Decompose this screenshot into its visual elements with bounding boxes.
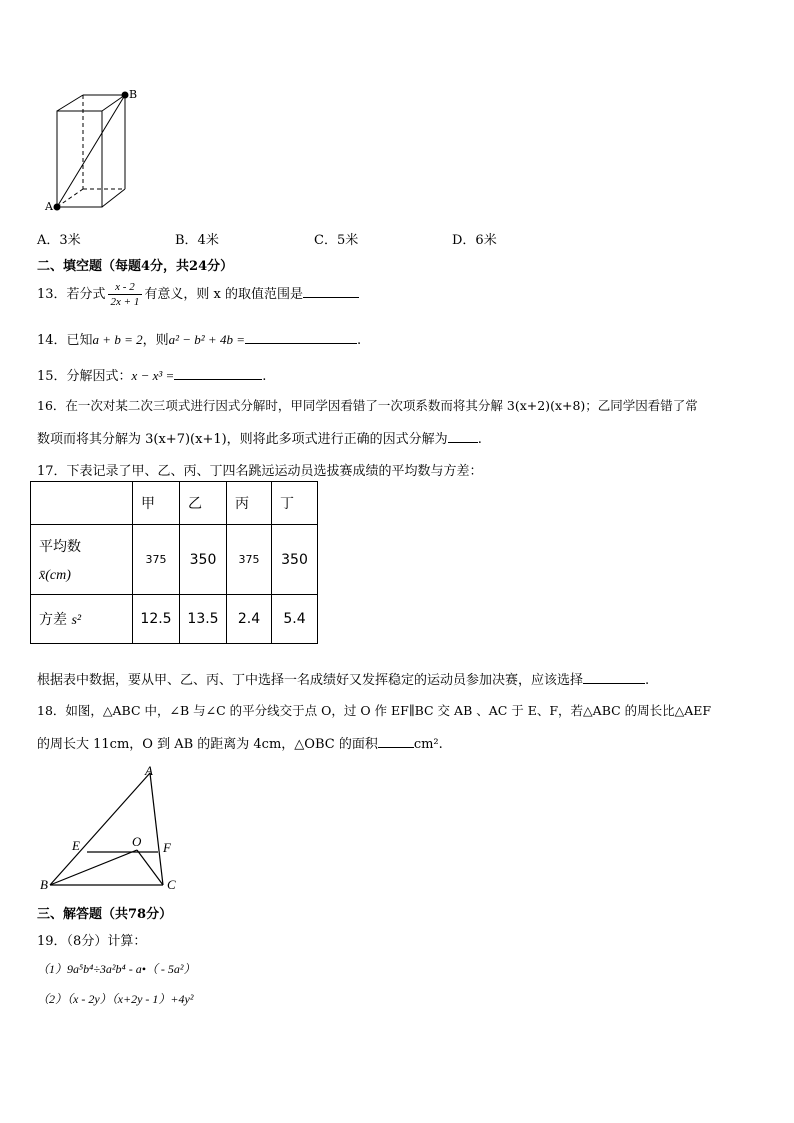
q12-option-a: A．3米 bbox=[37, 233, 81, 248]
table-cell: 5.4 bbox=[272, 595, 318, 644]
point-b bbox=[122, 92, 129, 99]
q17-conclusion-text: 根据表中数据，要从甲、乙、丙、丁中选择一名成绩好又发挥稳定的运动员参加决赛，应该选择 bbox=[37, 673, 584, 688]
mean-label: 平均数 bbox=[39, 538, 81, 555]
triangle-label-o: O bbox=[132, 834, 142, 849]
prism-figure bbox=[40, 84, 150, 218]
prism-label-a: A bbox=[45, 200, 53, 213]
q18-text: 的周长大 11cm，O 到 AB 的距离为 4cm，△OBC 的面积 bbox=[37, 737, 378, 752]
q19-part1: （1）9a⁵b⁴÷3a²b⁴ - a•（ - 5a²） bbox=[37, 962, 196, 976]
q14 bbox=[37, 329, 361, 348]
table-cell: 350 bbox=[180, 525, 227, 595]
q12-option-c: C．5米 bbox=[314, 233, 359, 248]
section3-title: 三、解答题（共78分） bbox=[37, 907, 173, 922]
q15 bbox=[37, 365, 266, 384]
table-cell: 375 bbox=[227, 525, 272, 595]
table-header-row bbox=[31, 482, 318, 525]
table-row-label bbox=[31, 525, 133, 595]
q16-text: 数项而将其分解为 3(x+7)(x+1)，则将此多项式进行正确的因式分解为 bbox=[37, 432, 448, 447]
q13-suffix: 有意义，则 x 的取值范围是 bbox=[144, 287, 303, 302]
q14-prefix: 14．已知 bbox=[37, 333, 93, 348]
q13-prefix: 13．若分式 bbox=[37, 287, 106, 302]
q16-answer-blank[interactable] bbox=[448, 429, 478, 443]
q19-title: 19．（8分）计算： bbox=[37, 934, 147, 949]
table-cell: 350 bbox=[272, 525, 318, 595]
table-cell: 375 bbox=[133, 525, 180, 595]
triangle-label-f: F bbox=[163, 840, 171, 855]
table-cell: 12.5 bbox=[133, 595, 180, 644]
q17-end: . bbox=[645, 673, 650, 688]
point-a bbox=[54, 204, 61, 211]
table-header-cell: 丁 bbox=[272, 482, 318, 525]
q18-unit: cm². bbox=[413, 737, 443, 752]
q14-end: . bbox=[356, 333, 362, 348]
q16-line1: 16．在一次对某二次三项式进行因式分解时，甲同学因看错了一次项系数而将其分解 3(x+2)(x+8)；乙同学因看错了常 bbox=[37, 398, 698, 413]
q12-option-b: B．4米 bbox=[175, 233, 219, 248]
q18-answer-blank[interactable] bbox=[378, 734, 414, 748]
table-row-label bbox=[31, 595, 133, 644]
q17-answer-blank[interactable] bbox=[583, 670, 645, 684]
table-row-mean bbox=[31, 525, 318, 595]
q17-intro: 17．下表记录了甲、乙、丙、丁四名跳远运动员选拔赛成绩的平均数与方差： bbox=[37, 464, 483, 479]
q15-end: . bbox=[262, 369, 267, 384]
table-cell: 2.4 bbox=[227, 595, 272, 644]
table-header-cell: 乙 bbox=[180, 482, 227, 525]
q13-denominator: 2x + 1 bbox=[110, 296, 140, 308]
q13-numerator: x - 2 bbox=[108, 280, 143, 295]
q15-expression: x − x³ = bbox=[131, 368, 175, 383]
table-header-cell: 甲 bbox=[133, 482, 180, 525]
q16-line2 bbox=[37, 428, 482, 447]
q17-conclusion bbox=[37, 669, 649, 688]
q14-expression: a² − b² + 4b = bbox=[168, 332, 245, 347]
q15-answer-blank[interactable] bbox=[174, 366, 262, 380]
q13-answer-blank[interactable] bbox=[303, 284, 359, 298]
q14-mid: ，则 bbox=[142, 333, 169, 348]
triangle-label-b: B bbox=[40, 877, 48, 892]
prism-label-b: B bbox=[129, 88, 138, 101]
q13 bbox=[37, 278, 359, 312]
variance-symbol: s² bbox=[71, 613, 82, 628]
table-cell: 13.5 bbox=[180, 595, 227, 644]
q13-fraction bbox=[108, 280, 143, 309]
table-header-cell bbox=[31, 482, 133, 525]
q17-table bbox=[30, 481, 318, 644]
mean-unit: x̄(cm) bbox=[39, 567, 71, 583]
triangle-figure bbox=[30, 760, 190, 900]
q15-prefix: 15．分解因式： bbox=[37, 369, 132, 384]
q19-part2: （2）（x - 2y）（x+2y - 1）+4y² bbox=[37, 992, 194, 1006]
q14-condition: a + b = 2 bbox=[92, 332, 143, 347]
q14-answer-blank[interactable] bbox=[245, 330, 357, 344]
q18-line1: 18．如图，△ABC 中，∠B 与∠C 的平分线交于点 O，过 O 作 EF∥BC 交 AB 、AC 于 E、F，若△ABC 的周长比△AEF bbox=[37, 703, 712, 718]
section2-title: 二、填空题（每题4分，共24分） bbox=[37, 259, 234, 274]
triangle-label-c: C bbox=[167, 877, 176, 892]
triangle-label-e: E bbox=[72, 838, 80, 853]
q18-line2 bbox=[37, 733, 443, 752]
table-row-variance bbox=[31, 595, 318, 644]
q16-end: . bbox=[477, 432, 482, 447]
variance-label: 方差 bbox=[39, 612, 67, 628]
q12-option-d: D．6米 bbox=[452, 233, 497, 248]
triangle-label-a: A bbox=[145, 763, 153, 778]
table-header-cell: 丙 bbox=[227, 482, 272, 525]
